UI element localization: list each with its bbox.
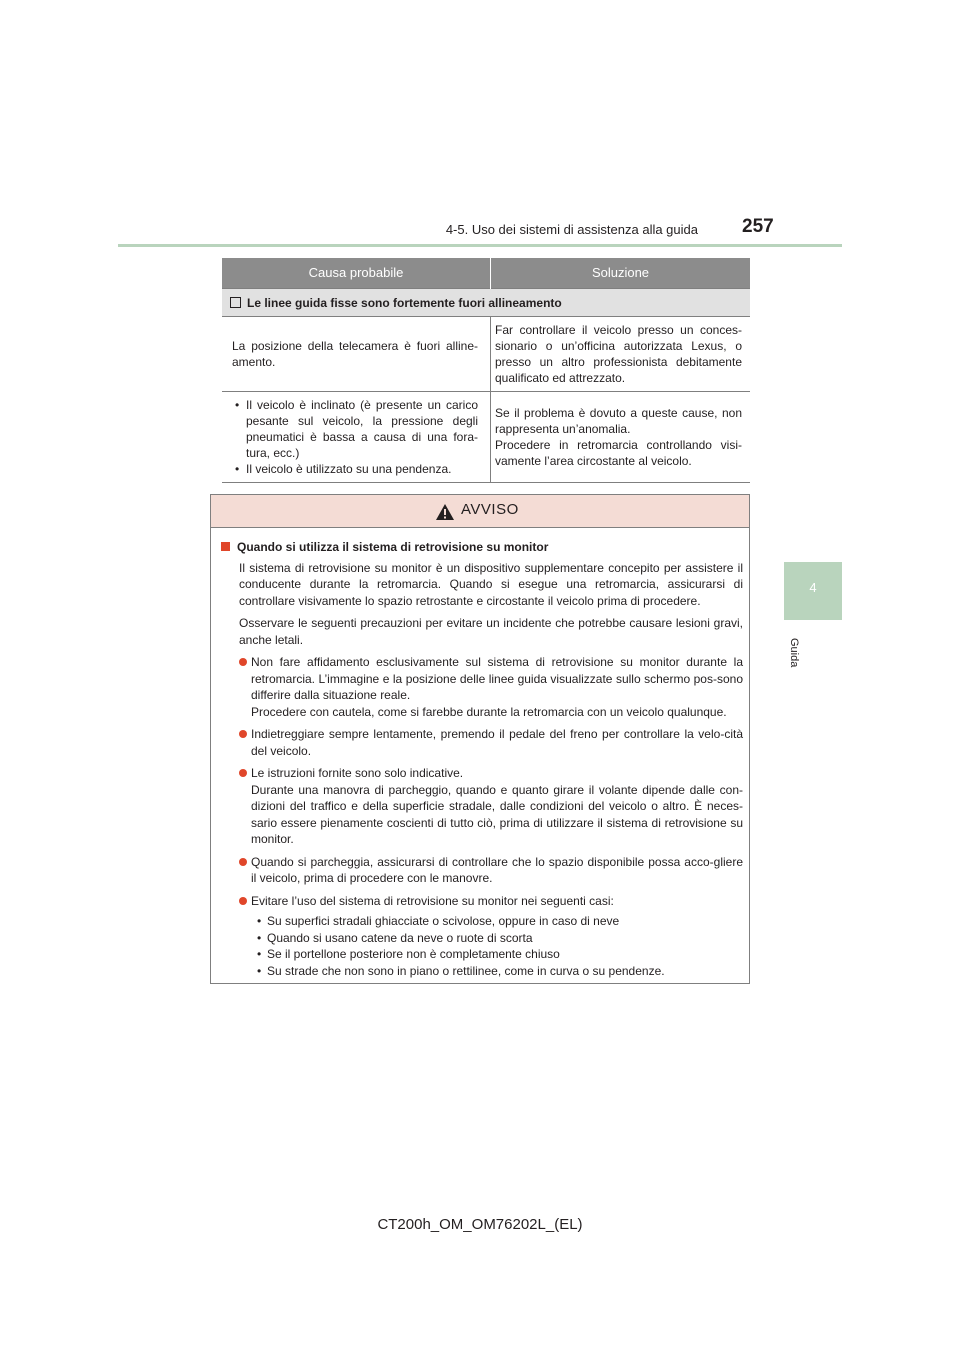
round-bullet-icon [239, 769, 247, 777]
warning-item [221, 726, 743, 759]
warning-triangle-icon [435, 503, 455, 521]
page-number: 257 [742, 216, 774, 237]
warning-box [210, 494, 750, 984]
warning-paragraph: Osservare le seguenti precauzioni per evitare un incidente che potrebbe causare lesioni gravi, anche letali. [239, 616, 743, 647]
list-item: • Se il portellone posteriore non è completamente chiuso [251, 946, 743, 963]
warning-item [221, 654, 743, 720]
warning-item-line: Durante una manovra di parcheggio, quando e quanto girare il volante dipende dalle con-dizioni del traffico e della superficie stradale, dalle condizioni del veicolo o altro. È neces-sario essere pienamente coscienti di tutto ciò, prima di utilizzare il sistema di retrovisione su monitor. [251, 782, 743, 846]
table-subheading-text: Le linee guida fisse sono fortemente fuori allineamento [247, 295, 562, 310]
warning-item [221, 893, 743, 980]
warning-item [221, 854, 743, 887]
list-item: • Su strade che non sono in piano o rettilinee, come in curva o su pendenze. [251, 963, 743, 980]
list-item: • Il veicolo è utilizzato su una pendenza. [232, 461, 478, 477]
warning-title [221, 539, 743, 556]
table-row [222, 392, 750, 483]
table-subheading-row [222, 289, 750, 317]
round-bullet-icon [239, 858, 247, 866]
cause-cell: La posizione della telecamera è fuori alline-amento. [222, 317, 491, 392]
solution-cell [491, 392, 751, 483]
table-subheading [222, 289, 750, 317]
chapter-label: Guida [788, 638, 800, 668]
solution-line: Procedere in retromarcia controllando visi-vamente l’area circostante al veicolo. [495, 438, 742, 468]
warning-item-line: Procedere con cautela, come si farebbe durante la retromarcia con un veicolo qualunque. [251, 704, 727, 719]
warning-sub-list [251, 913, 743, 979]
section-title: 4-5. Uso dei sistemi di assistenza alla guida [445, 222, 698, 237]
warning-item-line: Le istruzioni fornite sono solo indicative. [251, 766, 464, 780]
column-header-cause: Causa probabile [222, 258, 491, 289]
list-item: • Su superfici stradali ghiacciate o scivolose, oppure in caso di neve [251, 913, 743, 930]
column-header-solution: Soluzione [491, 258, 751, 289]
header-divider [118, 244, 842, 247]
warning-item-line: Evitare l’uso del sistema di retrovisione su monitor nei seguenti casi: [251, 893, 614, 908]
round-bullet-icon [239, 897, 247, 905]
warning-header [211, 495, 749, 528]
square-bullet-icon [221, 542, 230, 551]
warning-paragraph: Il sistema di retrovisione su monitor è un dispositivo supplementare concepito per assistere il conducente durante la retromarcia. Quando si esegue una retromarcia, assicurarsi di controllare visivamente lo spazio retrostante e circostante il veicolo prima di procedere. [239, 560, 743, 608]
warning-item [221, 765, 743, 848]
cause-list [232, 397, 478, 477]
warning-title-text: Quando si utilizza il sistema di retrovisione su monitor [237, 540, 549, 554]
table-row [222, 317, 750, 392]
round-bullet-icon [239, 730, 247, 738]
chapter-tab [784, 562, 842, 620]
warning-heading: AVVISO [461, 501, 519, 518]
cause-cell [222, 392, 491, 483]
solution-cell: Far controllare il veicolo presso un conces-sionario o un’officina autorizzata Lexus, o presso un altro professionista debitamente qualificato ed attrezzato. [491, 317, 751, 392]
chapter-label-box [780, 628, 804, 672]
document-code: CT200h_OM_OM76202L_(EL) [377, 1216, 583, 1233]
chapter-number: 4 [809, 580, 817, 595]
cause-solution-table [222, 258, 750, 483]
checkbox-square-icon [230, 297, 241, 308]
warning-body [221, 539, 743, 985]
warning-item-line: Non fare affidamento esclusivamente sul sistema di retrovisione su monitor durante la retromarcia. L’immagine e la posizione delle linee guida visualizzate sullo schermo pos-sono differire dalla situazione reale. [251, 655, 743, 702]
warning-item-line: Indietreggiare sempre lentamente, premendo il pedale del freno per controllare la velo-cità del veicolo. [251, 727, 743, 758]
warning-item-line: Quando si parcheggia, assicurarsi di controllare che lo spazio disponibile possa acco-gliere il veicolo, prima di procedere con le manovre. [251, 854, 743, 885]
round-bullet-icon [239, 658, 247, 666]
solution-line: Se il problema è dovuto a queste cause, non rappresenta un’anomalia. [495, 406, 742, 436]
list-item: • Quando si usano catene da neve o ruote di scorta [251, 930, 743, 947]
list-item: • Il veicolo è inclinato (è presente un carico pesante sul veicolo, la pressione degli pneumatici è bassa a causa di una fora-tura, ecc.) [232, 397, 478, 461]
table-header-row [222, 258, 750, 289]
